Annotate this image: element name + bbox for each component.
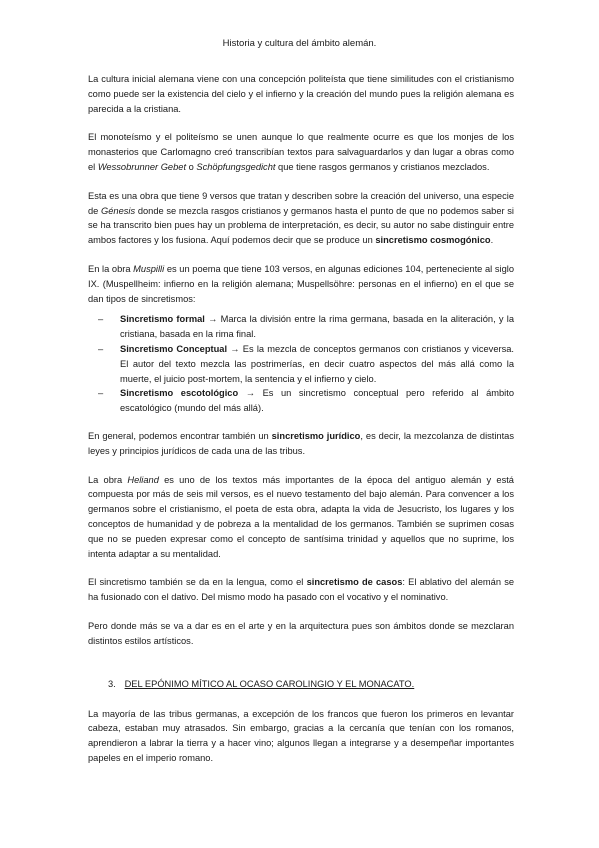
- text-run: que tiene rasgos germanos y cristianos mezclados.: [275, 161, 490, 172]
- text-run: donde se mezcla rasgos cristianos y germanos hasta el punto de que no podemos saber si se ha transcrito bien pues hay un problema de interpretación, es decir, su autor no sabe distinguir entre ambos factores y los fusiona. Aquí podemos decir que se produce un: [88, 205, 514, 246]
- list-item-term: Sincretismo Conceptual: [120, 343, 228, 354]
- section-title: DEL EPÓNIMO MÍTICO AL OCASO CAROLINGIO Y EL MONACATO.: [124, 678, 415, 689]
- list-item-text: Es la mezcla de conceptos germanos con cristianos y viceversa. El autor del texto mezcla las postrimerías, en decir cuatro aspectos del más allá como la muerte, el juicio post-mortem, la sentencia y el infierno y cielo.: [120, 343, 514, 384]
- paragraph-cosmogonic: [88, 189, 514, 248]
- bold-term-sincretismo-cosmogonico: sincretismo cosmogónico: [375, 235, 491, 246]
- text-run: En la obra: [88, 263, 134, 274]
- list-dash: –: [98, 388, 104, 399]
- list-item: [88, 342, 514, 386]
- page-header: Historia y cultura del ámbito alemán.: [222, 38, 377, 49]
- paragraph-arte: Pero donde más se va a dar es en el arte y en la arquitectura pues son ámbitos donde se mezclaran distintos estilos artísticos.: [88, 620, 514, 646]
- paragraph-muspilli: [88, 262, 514, 306]
- paragraph-polytheism: La cultura inicial alemana viene con una concepción politeísta que tiene similitudes con el cristianismo como puede ser la existencia del cielo y el infierno y la creación del mundo pues la religión alemana es parecida a la cristiana.: [88, 74, 514, 114]
- section-heading: [88, 679, 514, 689]
- text-run: , es decir, la mezcolanza de distintas leyes y principios jurídicos de cada una de las tribus.: [88, 430, 514, 456]
- text-run: La obra: [88, 474, 128, 485]
- arrow-icon: →: [238, 388, 263, 399]
- text-run: Esta es una obra que tiene 9 versos que tratan y describen sobre la creación del universo, una especie de: [88, 190, 514, 216]
- text-run: El monoteísmo y el politeísmo se unen aunque lo que realmente ocurre es que los monjes de los monasterios que Carlomagno creó transcribían textos para salvaguardarlos y dan lugar a obras como el: [88, 132, 514, 172]
- paragraph-tribus: La mayoría de las tribus germanas, a excepción de los francos que fueron los primeros en levantar cabeza, estaban muy atrasados. Sin embargo, gracias a la cercanía que tenían con los romanos, aprendieron a labrar la tierra y a hacer vino; algunos llegan a integrarse y a desempeñar importantes papeles en el imperio romano.: [88, 708, 514, 763]
- text-run: : El ablativo del alemán se ha fusionado con el dativo. Del mismo modo ha pasado con el vocativo y el nominativo.: [88, 577, 515, 603]
- bold-term-sincretismo-juridico: sincretismo jurídico: [271, 430, 361, 441]
- list-dash: –: [98, 314, 104, 325]
- list-dash: –: [98, 343, 104, 354]
- list-item-term: Sincretismo escotológico: [120, 388, 239, 399]
- arrow-icon: →: [227, 343, 243, 354]
- arrow-icon: →: [204, 314, 221, 325]
- text-run: .: [490, 235, 494, 246]
- list-item: [88, 312, 514, 342]
- text-run: El sincretismo también se da en la lengua, como el: [88, 577, 307, 588]
- text-run: es uno de los textos más importantes de la época del antiguo alemán y está compuesta por más de seis mil versos, es el nuevo testamento del bajo alemán. Para convencer a los germanos sobre el cristianismo, el poeta de esta obra, adapta la vida de Jesucristo, los lugares y los conceptos de humanidad y de pobreza a la mentalidad de los germanos. También se suprimen cosas que no se pueden expresar como el concepto de santísima trinidad y aquellos que no suprime, los intenta adaptar a su mentalidad.: [88, 474, 514, 559]
- text-run: En general, podemos encontrar también un: [88, 430, 272, 441]
- list-item-term: Sincretismo formal: [120, 314, 205, 325]
- section-number: 3.: [108, 678, 116, 689]
- list-item-text: Es un sincretismo conceptual pero referido al ámbito escatológico (mundo del más allá).: [120, 388, 514, 414]
- list-item-text: Marca la división entre la rima germana, basada en la aliteración, y la cristiana, basada en la rima final.: [120, 314, 514, 340]
- paragraph-heliand: [88, 473, 514, 562]
- bold-term-sincretismo-de-casos: sincretismo de casos: [306, 577, 403, 588]
- document-body: [88, 72, 514, 780]
- work-title-heliand: Heliand: [127, 474, 159, 485]
- paragraph-casos: [88, 575, 514, 605]
- paragraph-monotheism: [88, 130, 514, 174]
- work-title-muspilli: Muspilli: [133, 263, 165, 274]
- text-run: es un poema que tiene 103 versos, en algunas ediciones 104, perteneciente al siglo IX. (Muspellheim: infierno en la religión alemana; Muspellsöhre: personas en el infierno) en el que se dan tipos de sincretismos:: [88, 263, 514, 304]
- list-item: [88, 386, 514, 416]
- work-title-schopfungsgedicht: Schöpfungsgedicht: [196, 161, 276, 172]
- sincretism-list: [88, 312, 514, 416]
- paragraph-juridico: [88, 429, 514, 459]
- italic-term-genesis: Génesis: [101, 205, 136, 216]
- text-run: o: [186, 161, 197, 172]
- work-title-wessobrunner: Wessobrunner Gebet: [97, 161, 187, 172]
